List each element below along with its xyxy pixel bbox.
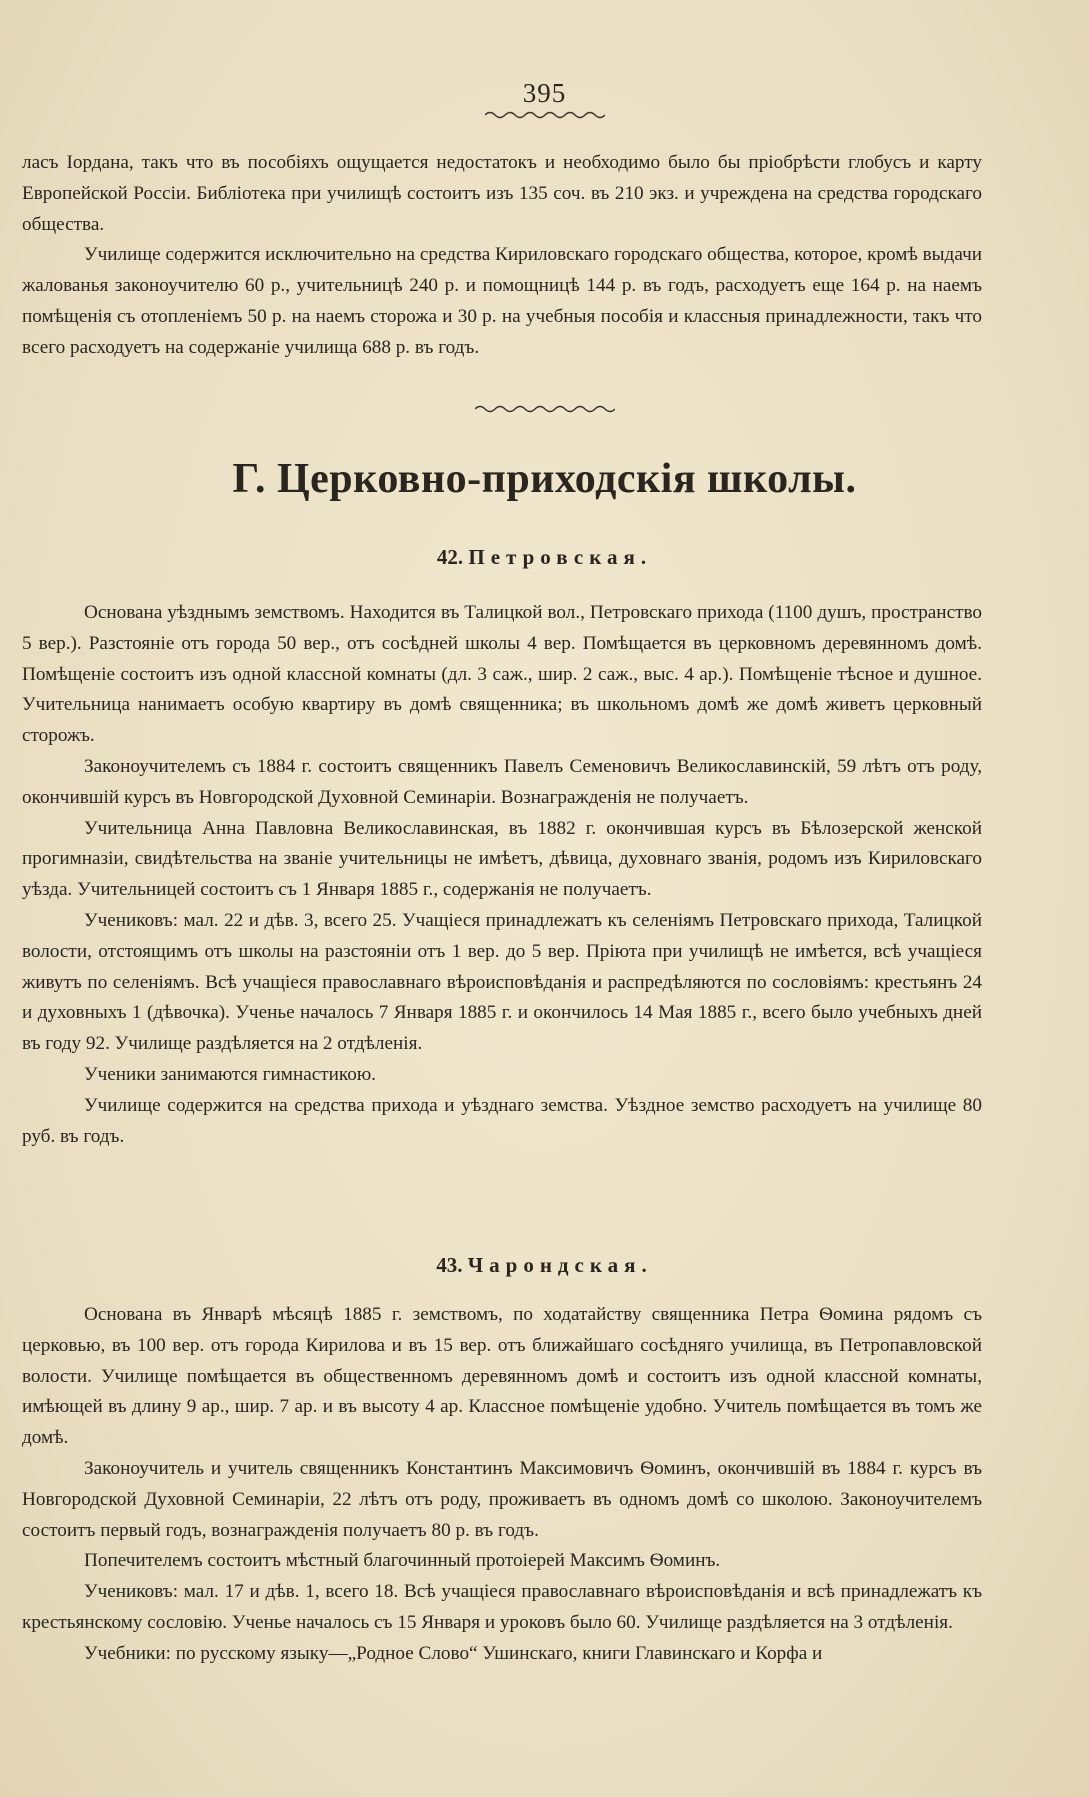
paragraph: Законоучитель и учитель священникъ Константинъ Максимовичъ Ѳоминъ, окончившій въ 1884 г. курсъ въ Новгородской Духовной Семинаріи, 22 лѣтъ отъ роду, проживаетъ въ одномъ домѣ со школою. Законоучителемъ состоитъ первый годъ, вознагражденія получаетъ 80 р. въ годъ. bbox=[22, 1457, 982, 1541]
school-number: 42. bbox=[436, 545, 464, 569]
paragraph: Учениковъ: мал. 22 и дѣв. 3, всего 25. Учащіеся принадлежатъ къ селеніямъ Петровскаго прихода, Талицкой волости, отстоящимъ отъ школы на разстояніи отъ 1 вер. до 5 вер. Пріюта при училищѣ не имѣется, всѣ учащіеся живутъ по селеніямъ. Всѣ учащіеся православнаго вѣроисповѣданія и распредѣляются по сословіямъ: крестьянъ 24 и духовныхъ 1 (дѣвочка). Ученье началось 7 Января 1885 г. и окончилось 14 Мая 1885 г., всего было учебныхъ дней въ году 92. Училище раздѣляется на 2 отдѣленія. bbox=[22, 909, 982, 1055]
page-header bbox=[0, 78, 1089, 121]
school-name: Петровская. bbox=[468, 545, 653, 569]
paragraph: Основана въ Январѣ мѣсяцѣ 1885 г. земствомъ, по ходатайству священника Петра Ѳомина рядомъ съ церковью, въ 100 вер. отъ города Кирилова и въ 15 вер. отъ ближайшаго сосѣдняго училища, въ Петропавловской волости. Училище помѣщается въ общественномъ деревянномъ домѣ и состоитъ изъ одной классной комнаты, имѣющей въ длину 9 ар., шир. 7 ар. и въ высоту 4 ар. Классное помѣщеніе удобно. Учитель помѣщается въ томъ же домѣ. bbox=[22, 1304, 982, 1449]
paragraph: ласъ Іордана, такъ что въ пособіяхъ ощущается недостатокъ и необходимо было бы пріобрѣсти глобусъ и карту Европейской Россіи. Библіотека при училищѣ состоитъ изъ 135 соч. въ 210 экз. и учреждена на средства городскаго общества. bbox=[22, 152, 982, 235]
paragraph: Основана уѣзднымъ земствомъ. Находится въ Талицкой вол., Петровскаго прихода (1100 душъ, пространство 5 вер.). Разстояніе отъ города 50 вер., отъ сосѣдней школы 4 вер. Помѣщается въ церковномъ деревянномъ домѣ. Помѣщеніе состоитъ изъ одной классной комнаты (дл. 3 саж., шир. 2 саж., выс. 4 ар.). Помѣщеніе тѣсное и душное. Учительница нанимаетъ особую квартиру въ домѣ священника; въ школьномъ домѣ же домѣ живетъ церковный сторожъ. bbox=[22, 602, 982, 747]
section-separator bbox=[0, 402, 1089, 420]
paragraph: Ученики занимаются гимнастикою. bbox=[84, 1063, 376, 1085]
page-number: 395 bbox=[522, 78, 567, 108]
school-heading bbox=[0, 545, 1089, 570]
paragraph: Учительница Анна Павловна Великославинская, въ 1882 г. окончившая курсъ въ Бѣлозерской женской прогимназіи, свидѣтельства на званіе учительницы не имѣетъ, дѣвица, духовнаго званія, родомъ изъ Кириловскаго уѣзда. Учительницей состоитъ съ 1 Января 1885 г., содержанія не получаетъ. bbox=[22, 817, 982, 901]
paragraph: Училище содержится на средства прихода и уѣзднаго земства. Уѣздное земство расходуетъ на училище 80 руб. въ годъ. bbox=[22, 1094, 982, 1147]
continuation-text bbox=[22, 148, 982, 364]
section-title: Г. Церковно-приходскія школы. bbox=[232, 456, 857, 502]
wavy-ornament bbox=[485, 109, 605, 121]
wavy-divider bbox=[475, 403, 615, 415]
school-section bbox=[22, 598, 982, 1152]
paragraph: Училище содержится исключительно на средства Кириловскаго городскаго общества, которое, кромѣ выдачи жалованья законоучителю 60 р., учительницѣ 240 р. и помощницѣ 144 р. въ годъ, расходуетъ еще 164 р. на наемъ помѣщенія съ отопленіемъ 50 р. на наемъ сторожа и 30 р. на учебныя пособія и классныя принадлежности, такъ что всего расходуетъ на содержаніе училища 688 р. въ годъ. bbox=[22, 244, 982, 358]
paragraph: Учебники: по русскому языку—„Родное Слово“ Ушинскаго, книги Главинскаго и Корфа и bbox=[84, 1642, 823, 1664]
paragraph: Законоучителемъ съ 1884 г. состоитъ священникъ Павелъ Семеновичъ Великославинскій, 59 лѣтъ отъ роду, окончившій курсъ въ Новгородской Духовной Семинаріи. Вознагражденія не получаетъ. bbox=[22, 755, 982, 808]
paragraph: Попечителемъ состоитъ мѣстный благочинный протоіерей Максимъ Ѳоминъ. bbox=[84, 1550, 721, 1572]
school-section bbox=[22, 1300, 982, 1670]
school-number: 43. bbox=[436, 1253, 463, 1277]
school-name: Чарондская. bbox=[467, 1253, 653, 1277]
school-heading bbox=[0, 1253, 1089, 1278]
paragraph: Учениковъ: мал. 17 и дѣв. 1, всего 18. Всѣ учащіеся православнаго вѣроисповѣданія и всѣ принадлежатъ къ крестьянскому сословію. Ученье началось съ 15 Января и уроковъ было 60. Училище раздѣляется на 3 отдѣленія. bbox=[22, 1581, 982, 1633]
